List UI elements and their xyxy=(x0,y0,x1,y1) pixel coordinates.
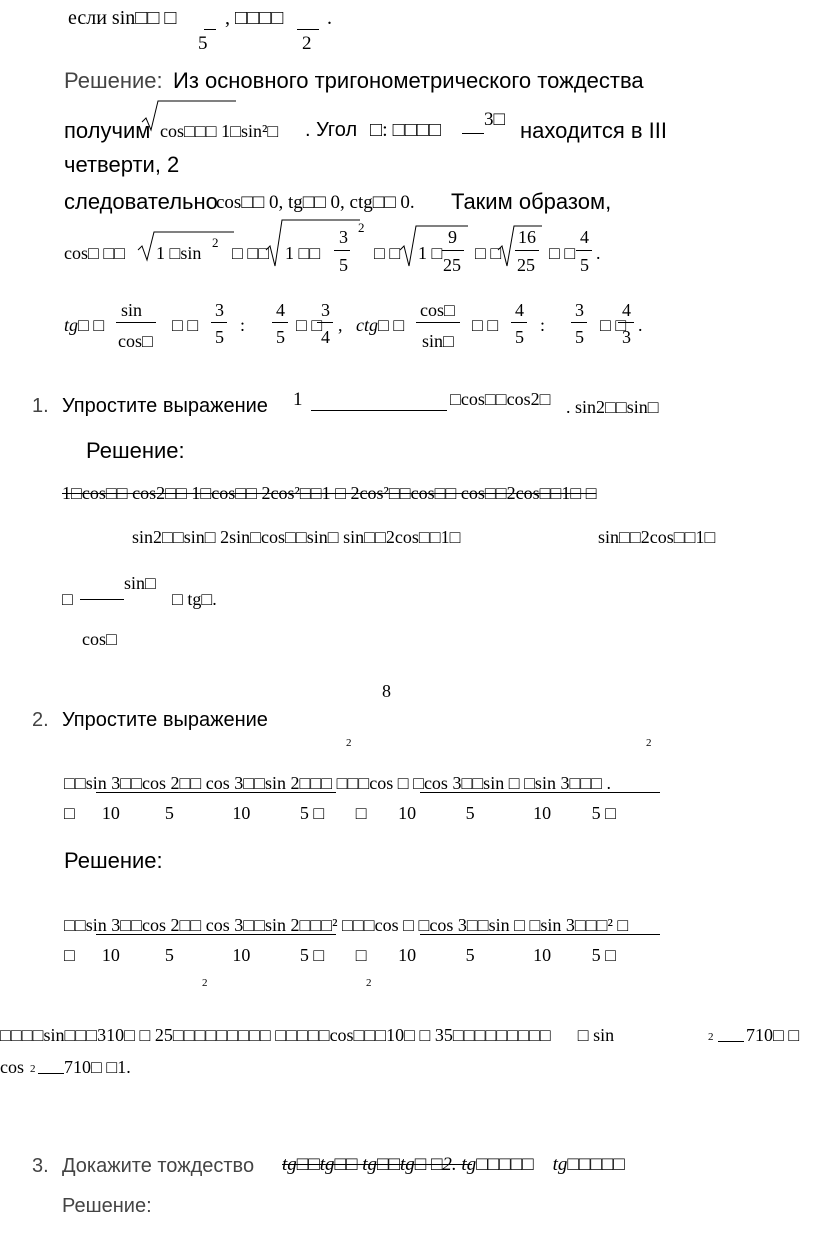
fraction-bar xyxy=(38,1073,64,1074)
numerator: 4 xyxy=(515,300,524,320)
fraction-bar xyxy=(311,410,447,411)
denominator: 25 xyxy=(443,255,461,275)
cos-lhs: cos□ □□ xyxy=(64,243,126,263)
denominator: 5 xyxy=(198,33,208,54)
fraction-bar xyxy=(80,599,124,600)
operator: □ □ xyxy=(472,315,499,335)
fraction-bar xyxy=(576,250,592,251)
denominator: 25 xyxy=(517,255,535,275)
task1-result: □ tg□. xyxy=(172,589,217,609)
task1-expression: □cos□□cos2□ xyxy=(450,389,551,409)
denominator: cos□ xyxy=(82,629,117,649)
solution-label: Решение: xyxy=(62,1195,152,1217)
denominator: cos□ xyxy=(118,331,153,351)
exponent: 2 xyxy=(366,977,372,989)
solution-label: Решение: xyxy=(86,438,185,463)
fraction-bar xyxy=(282,1164,472,1165)
task1-line1: 1□cos□□ cos2□□ 1□cos□□ 2cos²□□1 □ 2cos²□□cos□□ cos□□2cos□□1□ □ xyxy=(62,483,597,503)
numerator: 4 xyxy=(622,300,631,320)
fraction-bar xyxy=(511,322,527,323)
exponent: 2 xyxy=(358,220,365,235)
numerator: 3 xyxy=(339,227,348,247)
period: . xyxy=(596,243,601,263)
numerator: 16 xyxy=(518,227,536,247)
numerator: 4 xyxy=(276,300,285,320)
solution-text: Из основного тригонометрического тождества xyxy=(173,68,644,93)
denominator: 5 xyxy=(339,255,348,275)
located-text: находится в III xyxy=(520,118,668,143)
exponent: 2 xyxy=(646,737,652,749)
operator: □ □ xyxy=(549,243,576,263)
signs-expression: cos□□ 0, tg□□ 0, ctg□□ 0. xyxy=(216,192,415,213)
numerator: 9 xyxy=(448,227,457,247)
denominator: 5 xyxy=(215,327,224,347)
numerator: sin xyxy=(121,300,143,320)
fraction-bar xyxy=(211,322,227,323)
task-title: Докажите тождество xyxy=(62,1155,255,1177)
numerator: 3 xyxy=(575,300,584,320)
task-number: 2. xyxy=(32,709,49,731)
task-number: 3. xyxy=(32,1155,49,1177)
period: . xyxy=(638,315,643,335)
denominator: 3 xyxy=(622,327,631,347)
equals-sign: □ xyxy=(62,589,73,609)
operator: □ □ xyxy=(475,243,502,263)
numerator: 3 xyxy=(215,300,224,320)
denominator: 5 xyxy=(575,327,584,347)
therefore-text: следовательно xyxy=(64,189,218,214)
operator: □ □□ xyxy=(232,243,270,263)
operator: □ □ xyxy=(374,243,401,263)
task2-final-line1-tail: 710□ □ xyxy=(746,1025,800,1045)
fraction-bar xyxy=(317,322,333,323)
numerator: cos□ xyxy=(420,300,455,320)
denominator: 5 xyxy=(580,255,589,275)
task1-expression-tail: . sin2□□sin□ xyxy=(566,397,659,417)
fraction-bar xyxy=(116,322,156,323)
solution-label: Решение: xyxy=(64,848,163,873)
thus-text: Таким образом, xyxy=(451,189,612,214)
obtain-word: получим xyxy=(64,118,151,143)
colon: : xyxy=(540,315,546,335)
task3-expression: tg□□tg□□ tg□□tg□ □2. tg□□□□□ tg□□□□□ xyxy=(282,1154,625,1175)
denominator: sin□ xyxy=(422,331,454,351)
tg-lhs: tg□ □ xyxy=(64,315,105,335)
fraction-bar xyxy=(718,1041,744,1042)
fraction-bar xyxy=(442,250,464,251)
task-title: Упростите выражение xyxy=(62,709,268,731)
operator: □ □ xyxy=(600,315,627,335)
fraction-bar xyxy=(96,792,336,793)
task2-solution-bottom: □ 10 5 10 5 □ □ 10 5 10 5 □ xyxy=(64,945,616,965)
exponent: 2 xyxy=(346,737,352,749)
comma: , xyxy=(338,315,343,335)
radicand: 1 □ xyxy=(418,243,443,263)
condition-tail: , □□□□ xyxy=(225,7,284,29)
fraction-bar xyxy=(272,322,288,323)
condition-line: если sin□□ □ xyxy=(68,7,177,29)
exponent: 2 xyxy=(212,235,219,250)
fraction-bar xyxy=(334,250,350,251)
task-title: Упростите выражение xyxy=(62,395,268,417)
exponent: 2 xyxy=(30,1063,36,1075)
fraction-bar xyxy=(96,934,336,935)
colon: : xyxy=(240,315,246,335)
task2-final-line2-tail: 710□ □1. xyxy=(64,1057,131,1077)
exponent: 2 xyxy=(708,1031,714,1043)
fraction-bar xyxy=(462,133,484,134)
task1-line2-right: sin□□2cos□□1□ xyxy=(598,527,716,547)
fraction-bar xyxy=(420,934,660,935)
obtain-expression: cos□□□ 1□sin²□ xyxy=(160,121,279,141)
task2-final-line1: □□□□sin□□□310□ □ 25□□□□□□□□□ □□□□□cos□□□10□ □ 35□□□□□□□□□ □ sin xyxy=(0,1025,615,1045)
numerator: sin□ xyxy=(124,573,156,593)
exponent: 2 xyxy=(202,977,208,989)
condition-dot: . xyxy=(327,7,332,29)
numerator: 4 xyxy=(580,227,589,247)
task2-final-line2: cos xyxy=(0,1057,24,1077)
quarter-text: четверти, 2 xyxy=(64,152,180,177)
ctg-lhs: ctg□ □ xyxy=(356,315,405,335)
operator: □ □ xyxy=(172,315,199,335)
fraction-bar xyxy=(618,322,634,323)
fraction-bar xyxy=(515,250,539,251)
denominator: 5 xyxy=(276,327,285,347)
numerator: 1 xyxy=(293,389,303,410)
operator: □ □ xyxy=(296,315,323,335)
numerator: 3 xyxy=(321,300,330,320)
task2-expression-bottom: □ 10 5 10 5 □ □ 10 5 10 5 □ xyxy=(64,803,616,823)
page-number: 8 xyxy=(382,681,391,701)
angle-expression: □: □□□□ xyxy=(370,119,441,141)
denominator: 5 xyxy=(515,327,524,347)
fraction-bar xyxy=(297,29,319,30)
solution-label: Решение: xyxy=(64,68,163,93)
angle-numerator: 3□ xyxy=(484,109,505,130)
fraction-bar xyxy=(416,322,460,323)
task1-line2: sin2□□sin□ 2sin□cos□□sin□ sin□□2cos□□1□ xyxy=(132,527,461,547)
radicand: 1 □sin xyxy=(156,243,202,263)
task2-solution-top: □□sin 3□□cos 2□□ cos 3□□sin 2□□□² □□□cos □ □cos 3□□sin □ □sin 3□□□² □ xyxy=(64,915,629,935)
angle-text: . Угол xyxy=(305,119,358,141)
task2-expression-top: □□sin 3□□cos 2□□ cos 3□□sin 2□□□ □□□cos □ □cos 3□□sin □ □sin 3□□□ . xyxy=(64,773,612,793)
denominator: 4 xyxy=(321,327,330,347)
fraction-bar xyxy=(204,29,216,30)
fraction-bar xyxy=(420,792,660,793)
task-number: 1. xyxy=(32,395,49,417)
fraction-bar xyxy=(571,322,587,323)
radicand: 1 □□ xyxy=(285,243,321,263)
denominator: 2 xyxy=(302,33,312,54)
